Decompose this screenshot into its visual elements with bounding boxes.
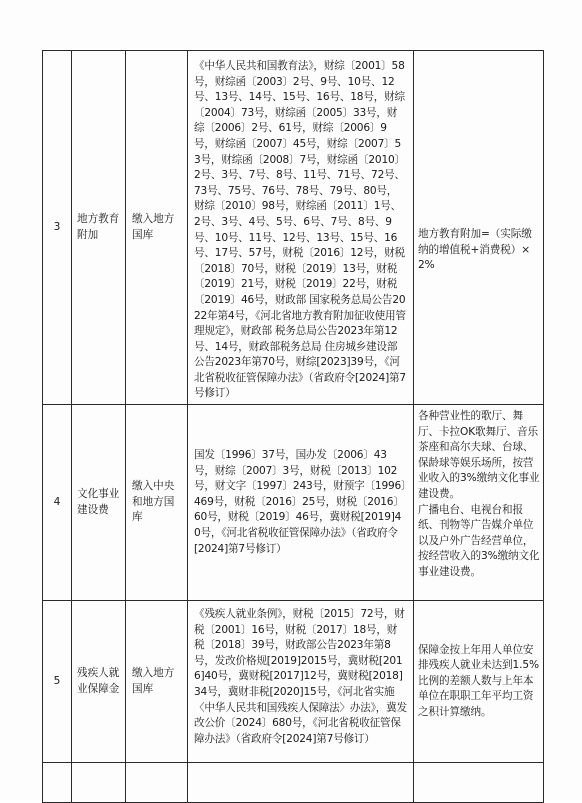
legal-basis [188,601,414,763]
legal-basis-text: 《残疾人就业条例》，财税〔2015〕72号，财税〔2001〕16号，财税〔2017〕18号，财税〔2018〕39号，财政部公告2023年第8号，发改价格规[2019]2015号，冀财税[2016]40号，冀财税[2017]12号，冀财税[2018]34号，冀财非税[2020]15号，《河北省实施〈中华人民共和国残疾人保障法〉办法》，冀发改公价〔2024〕680号，《河北省税收征管保障办法》（省政府令[2024]第7号修订） [194,608,407,745]
table-row [43,763,544,803]
fee-name-text: 地方教育附加 [77,212,120,241]
legal-basis [188,51,414,405]
levy-standard-text: 保障金按上年用人单位安排残疾人就业未达到1.5%比例的差额人数与上年本单位在职职工年平均工资之积计算缴纳。 [418,643,539,718]
legal-basis-text: 《中华人民共和国教育法》，财综〔2001〕58号，财综函〔2003〕2号、9号、10号、12号、13号、14号、15号、16号、18号，财综〔2004〕73号，财综函〔2005〕33号，财综〔2006〕2号、61号，财综〔2006〕9号，财综函〔2007〕45号，财综〔2007〕53号，财综函〔2008〕7号，财综函〔2010〕2号、3号、7号、8号、11号、71号、72号、73号、75号、76号、78号、79号、80号，财综〔2010〕98号，财综函〔2011〕1号、2号、3号、4号、5号、6号、7号、8号、9号、10号、11号、12号、13号、15号、16号、17号、57号，财税〔2016〕12号，财税〔2018〕70号，财税〔2019〕13号，财税〔2019〕21号，财税〔2019〕22号，财税〔2019〕46号，财政部 国家税务总局公告2022年第4号，《河北省地方教育附加征收使用管理规定》，财政部 税务总局公告2023年第12号、14号，财政部税务总局 住房城乡建设部公告2023年第70号，财综[2023]39号，《河北省税收征管保障办法》（省政府令[2024]第7号修订） [194,60,406,400]
treasury-text: 缴入中央和地方国库 [132,480,175,524]
row-number: 3 [43,51,72,405]
fee-name-text: 残疾人就业保障金 [77,666,120,695]
row-number: 4 [43,405,72,601]
fee-name [72,763,126,803]
treasury-destination [126,405,188,601]
fee-name [72,601,126,763]
legal-basis [188,763,414,803]
fee-name [72,51,126,405]
fee-table [42,50,544,803]
treasury-destination [126,601,188,763]
treasury-destination [126,51,188,405]
legal-basis-text: 国发〔1996〕37号，国办发〔2006〕43号，财综〔2007〕3号，财税〔2013〕102号，财文字〔1997〕243号，财预字〔1996〕469号，财税〔2016〕25号，财税〔2016〕60号，财税〔2019〕46号，冀财税[2019]40号，《河北省税收征管保障办法》（省政府令[2024]第7号修订） [194,448,407,555]
treasury-destination [126,763,188,803]
treasury-text: 缴入地方国库 [132,666,175,695]
levy-standard [414,405,544,601]
treasury-text: 缴入地方国库 [132,212,175,241]
table-row [43,51,544,405]
row-number: 5 [43,601,72,763]
table-row [43,601,544,763]
levy-standard-text: 各种营业性的歌厅、舞厅、卡拉OK歌舞厅、音乐茶座和高尔夫球、台球、保龄球等娱乐场所，按营业收入的3%缴纳文化事业建设费。 广播电台、电视台和报纸、刊物等广告媒介单位以及户外广告经营单位，按经营收入的3%缴纳文化事业建设费。 [418,410,540,578]
levy-standard-text: 地方教育附加=（实际缴纳的增值税+消费税）×2% [418,228,532,272]
row-number [43,763,72,803]
table-row [43,405,544,601]
levy-standard [414,601,544,763]
levy-standard [414,51,544,405]
fee-name-text: 文化事业建设费 [77,487,120,516]
levy-standard [414,763,544,803]
fee-name [72,405,126,601]
legal-basis [188,405,414,601]
